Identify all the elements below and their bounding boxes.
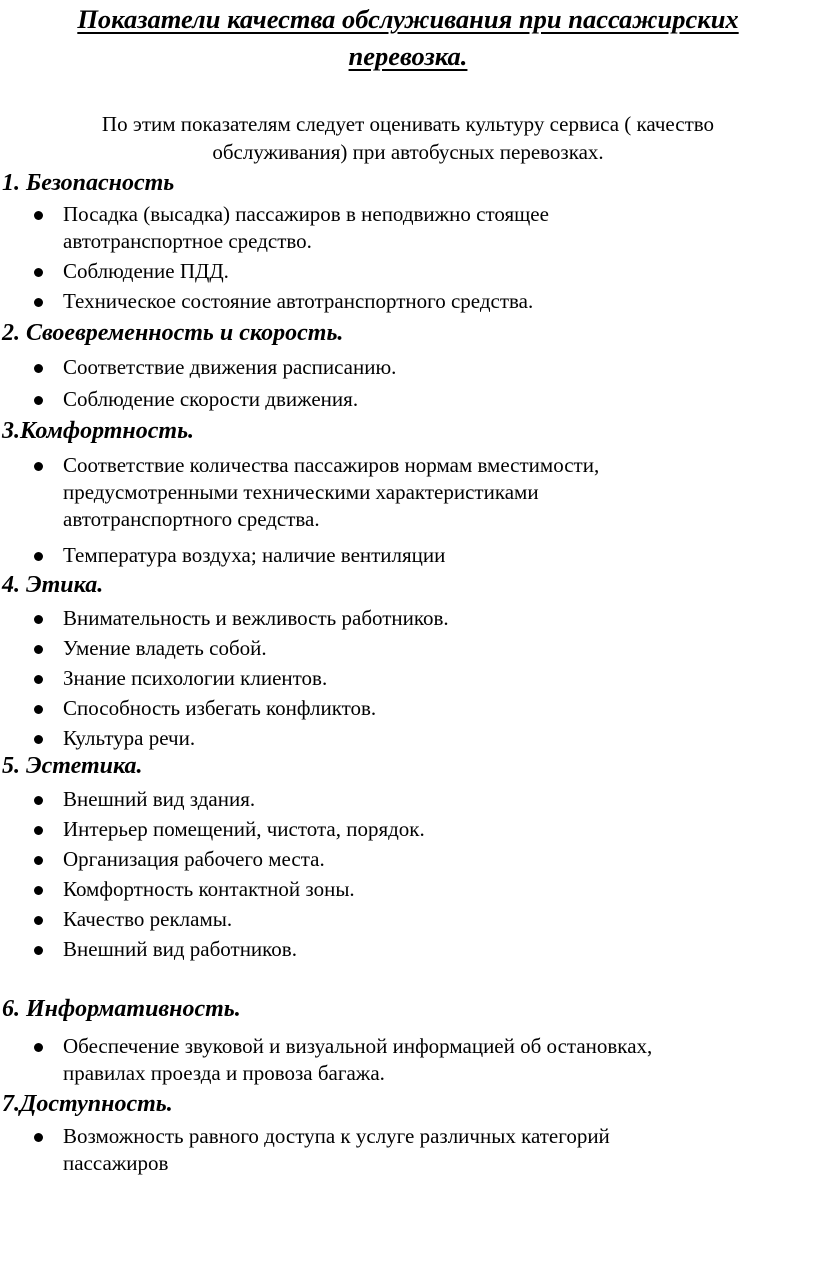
list-item-line: Внешний вид здания. [63, 787, 256, 811]
intro-line-1: По этим показателям следует оценивать культуру сервиса ( качество [101, 112, 715, 136]
bullet-icon [34, 1133, 43, 1142]
list-item [63, 635, 803, 662]
intro-line-2: обслуживания) при автобусных перевозках. [212, 140, 604, 164]
list-item [63, 906, 803, 933]
bullet-icon [34, 552, 43, 561]
section-heading-aesthetics: 5. Эстетика. [2, 753, 143, 779]
bullet-icon [34, 886, 43, 895]
bullet-icon [34, 946, 43, 955]
bullet-icon [34, 826, 43, 835]
document-title-line-2: перевозка. [348, 41, 468, 71]
list-item [63, 452, 803, 533]
bullet-icon [34, 705, 43, 714]
list-item [63, 846, 803, 873]
bullet-icon [34, 856, 43, 865]
list-item-line: Способность избегать конфликтов. [63, 696, 377, 720]
bullet-icon [34, 1043, 43, 1052]
bullet-icon [34, 462, 43, 471]
list-item-line: пассажиров [63, 1151, 169, 1175]
list-item [63, 936, 803, 963]
list-item [63, 288, 803, 315]
list-item-line: правилах проезда и провоза багажа. [63, 1061, 385, 1085]
section-heading-timeliness: 2. Своевременность и скорость. [2, 320, 344, 346]
bullet-icon [34, 298, 43, 307]
list-item [63, 201, 803, 255]
section-heading-ethics: 4. Этика. [2, 572, 104, 598]
list-item [63, 695, 803, 722]
list-item-line: Организация рабочего места. [63, 847, 325, 871]
list-item [63, 876, 803, 903]
bullet-icon [34, 675, 43, 684]
list-item-line: Умение владеть собой. [63, 636, 267, 660]
section-heading-comfort: 3.Комфортность. [2, 418, 195, 444]
section-heading-informativeness: 6. Информативность. [2, 996, 241, 1022]
list-item-line: Внешний вид работников. [63, 937, 297, 961]
bullet-icon [34, 735, 43, 744]
document-title-line-1: Показатели качества обслуживания при пассажирских [77, 4, 739, 34]
list-item-line: Внимательность и вежливость работников. [63, 606, 449, 630]
list-item [63, 386, 803, 413]
bullet-icon [34, 645, 43, 654]
list-item-line: Качество рекламы. [63, 907, 233, 931]
list-item [63, 1123, 803, 1177]
section-heading-accessibility: 7.Доступность. [2, 1091, 173, 1117]
list-item-line: Техническое состояние автотранспортного средства. [63, 289, 534, 313]
list-item [63, 1033, 803, 1087]
list-item-line: Знание психологии клиентов. [63, 666, 328, 690]
list-item-line: Температура воздуха; наличие вентиляции [63, 543, 446, 567]
list-item-line: Комфортность контактной зоны. [63, 877, 355, 901]
list-item-line: Культура речи. [63, 726, 196, 750]
list-item [63, 542, 803, 569]
bullet-icon [34, 615, 43, 624]
bullet-icon [34, 396, 43, 405]
list-item [63, 816, 803, 843]
list-item-line: Соблюдение скорости движения. [63, 387, 359, 411]
list-item-line: Интерьер помещений, чистота, порядок. [63, 817, 425, 841]
list-item [63, 725, 803, 752]
list-item-line: Соответствие движения расписанию. [63, 355, 397, 379]
list-item-line: автотранспортное средство. [63, 229, 312, 253]
list-item [63, 354, 803, 381]
list-item [63, 258, 803, 285]
bullet-icon [34, 211, 43, 220]
list-item-line: Возможность равного доступа к услуге различных категорий [63, 1124, 610, 1148]
list-item-line: Соблюдение ПДД. [63, 259, 229, 283]
bullet-icon [34, 268, 43, 277]
bullet-icon [34, 364, 43, 373]
list-item-line: автотранспортного средства. [63, 507, 320, 531]
bullet-icon [34, 796, 43, 805]
list-item [63, 665, 803, 692]
list-item-line: Соответствие количества пассажиров нормам вместимости, [63, 453, 600, 477]
bullet-icon [34, 916, 43, 925]
list-item-line: Посадка (высадка) пассажиров в неподвижно стоящее [63, 202, 549, 226]
section-heading-safety: 1. Безопасность [2, 170, 175, 196]
list-item-line: Обеспечение звуковой и визуальной информацией об остановках, [63, 1034, 653, 1058]
list-item-line: предусмотренными техническими характеристиками [63, 480, 539, 504]
list-item [63, 786, 803, 813]
list-item [63, 605, 803, 632]
